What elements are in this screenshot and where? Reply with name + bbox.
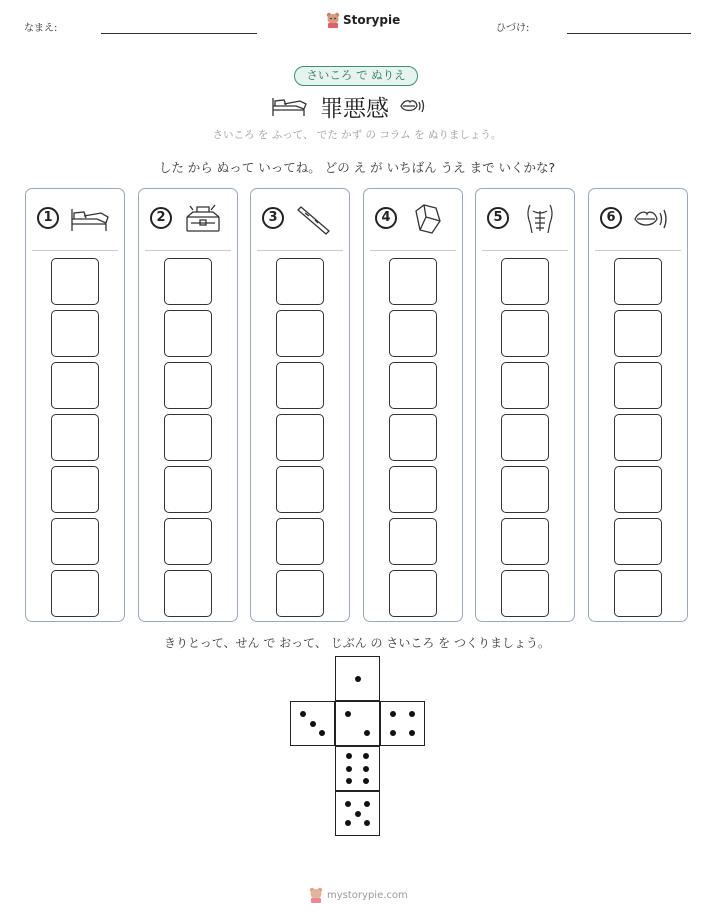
- stick-icon: [293, 203, 337, 235]
- color-box[interactable]: [501, 466, 549, 513]
- color-box[interactable]: [276, 466, 324, 513]
- date-label: ひづけ:: [496, 23, 530, 34]
- speaking-lips-icon: [399, 96, 425, 116]
- dice-pip: [355, 811, 361, 817]
- dice-pip: [390, 711, 396, 717]
- column-divider: [482, 250, 568, 251]
- dice-pip: [319, 730, 325, 736]
- muscle-torso-icon: [518, 203, 562, 235]
- color-box[interactable]: [51, 310, 99, 357]
- color-box[interactable]: [164, 466, 212, 513]
- color-box[interactable]: [501, 414, 549, 461]
- dice-pip: [364, 730, 370, 736]
- color-box[interactable]: [164, 414, 212, 461]
- color-box[interactable]: [389, 466, 437, 513]
- column-4: [363, 188, 463, 622]
- color-box[interactable]: [51, 570, 99, 617]
- footer-url: mystorypie.com: [327, 889, 408, 901]
- color-box[interactable]: [51, 258, 99, 305]
- name-line: [101, 33, 257, 34]
- column-header: [139, 203, 237, 237]
- dice-pip: [363, 766, 369, 772]
- dice-pip: [346, 766, 352, 772]
- color-box[interactable]: [389, 310, 437, 357]
- dice-pip: [364, 820, 370, 826]
- column-5: [475, 188, 575, 622]
- bed-icon: [270, 92, 310, 120]
- color-box[interactable]: [389, 570, 437, 617]
- color-box[interactable]: [164, 310, 212, 357]
- page-title: 罪悪感: [320, 95, 389, 122]
- dice-pip: [345, 711, 351, 717]
- dice-face-6: [335, 746, 380, 791]
- dice-pip: [409, 730, 415, 736]
- color-box[interactable]: [51, 518, 99, 565]
- color-box[interactable]: [164, 570, 212, 617]
- dice-pip: [355, 676, 361, 682]
- dice-pip: [300, 711, 306, 717]
- column-6: [588, 188, 688, 622]
- column-header: [476, 203, 574, 237]
- color-box[interactable]: [614, 258, 662, 305]
- dice-pip: [345, 801, 351, 807]
- color-box[interactable]: [389, 414, 437, 461]
- color-box[interactable]: [51, 414, 99, 461]
- name-label: なまえ:: [24, 23, 58, 34]
- color-box[interactable]: [501, 570, 549, 617]
- column-divider: [145, 250, 231, 251]
- dice-face-1: [335, 656, 380, 701]
- color-box[interactable]: [276, 414, 324, 461]
- dice-pip: [346, 753, 352, 759]
- color-box[interactable]: [614, 310, 662, 357]
- column-number: 5: [487, 207, 509, 229]
- color-box[interactable]: [614, 414, 662, 461]
- rock-icon: [406, 203, 450, 235]
- dice-pip: [310, 721, 316, 727]
- column-divider: [257, 250, 343, 251]
- column-divider: [370, 250, 456, 251]
- color-box[interactable]: [501, 310, 549, 357]
- color-box[interactable]: [389, 258, 437, 305]
- cut-instruction: きりとって、せん で おって、 じぶん の さいころ を つくりましょう。: [164, 636, 550, 650]
- column-divider: [595, 250, 681, 251]
- color-box[interactable]: [164, 258, 212, 305]
- column-number: 3: [262, 207, 284, 229]
- color-box[interactable]: [276, 570, 324, 617]
- logo-text: Storypie: [343, 13, 401, 27]
- bed-icon: [68, 203, 112, 235]
- bear-logo-icon: [309, 887, 323, 903]
- column-3: [250, 188, 350, 622]
- dice-face-4: [380, 701, 425, 746]
- instruction: した から ぬって いってね。 どの え が いちばん うえ まで いくかな?: [158, 160, 556, 175]
- bear-logo-icon: [326, 12, 340, 28]
- color-box[interactable]: [276, 518, 324, 565]
- color-box[interactable]: [276, 310, 324, 357]
- color-box[interactable]: [614, 518, 662, 565]
- dice-net: [290, 656, 425, 836]
- color-box[interactable]: [501, 518, 549, 565]
- color-box[interactable]: [501, 362, 549, 409]
- dice-pip: [346, 778, 352, 784]
- date-line: [567, 33, 691, 34]
- dice-pip: [409, 711, 415, 717]
- dice-face-3: [290, 701, 335, 746]
- column-number: 1: [37, 207, 59, 229]
- color-box[interactable]: [614, 570, 662, 617]
- column-header: [364, 203, 462, 237]
- color-box[interactable]: [614, 362, 662, 409]
- column-1: [25, 188, 125, 622]
- color-box[interactable]: [614, 466, 662, 513]
- dice-face-2: [335, 701, 380, 746]
- column-header: [26, 203, 124, 237]
- dice-pip: [364, 801, 370, 807]
- subtitle: さいころ を ふって、 でた かず の コラム を ぬりましょう。: [212, 129, 502, 141]
- activity-badge: さいころ で ぬりえ: [294, 66, 418, 86]
- column-header: [251, 203, 349, 237]
- color-box[interactable]: [276, 258, 324, 305]
- speaking-lips-icon: [631, 203, 675, 235]
- column-number: 4: [375, 207, 397, 229]
- column-2: [138, 188, 238, 622]
- column-header: [589, 203, 687, 237]
- color-box[interactable]: [164, 362, 212, 409]
- dice-pip: [345, 820, 351, 826]
- column-number: 2: [150, 207, 172, 229]
- dice-pip: [390, 730, 396, 736]
- color-box[interactable]: [276, 362, 324, 409]
- color-box[interactable]: [389, 518, 437, 565]
- column-divider: [32, 250, 118, 251]
- dice-pip: [363, 753, 369, 759]
- color-box[interactable]: [501, 258, 549, 305]
- column-number: 6: [600, 207, 622, 229]
- color-box[interactable]: [389, 362, 437, 409]
- color-box[interactable]: [51, 466, 99, 513]
- dice-pip: [363, 778, 369, 784]
- footer: [309, 887, 408, 903]
- dice-face-5: [335, 791, 380, 836]
- toolbox-icon: [181, 203, 225, 235]
- title-row: [270, 88, 450, 124]
- color-box[interactable]: [164, 518, 212, 565]
- color-box[interactable]: [51, 362, 99, 409]
- storypie-logo: [326, 12, 400, 28]
